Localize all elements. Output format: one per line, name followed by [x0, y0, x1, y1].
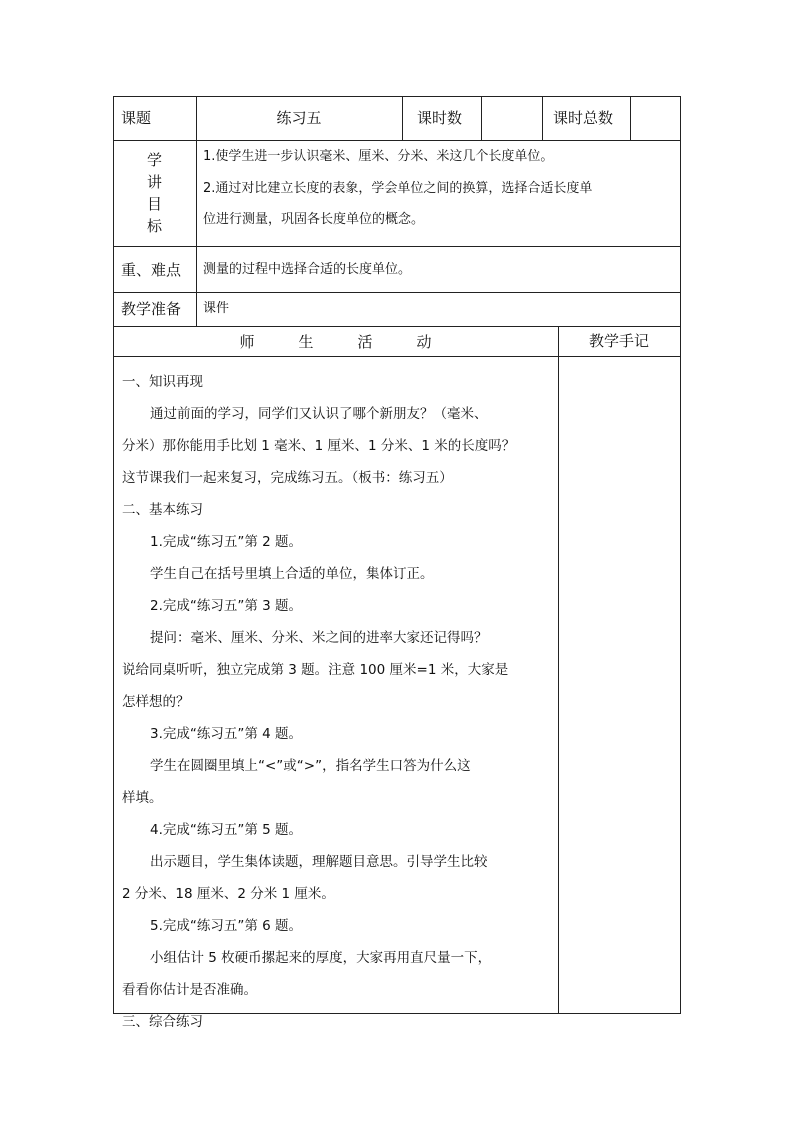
- goal-line: 位进行测量，巩固各长度单位的概念。: [203, 212, 425, 227]
- activity-content: [122, 366, 552, 1038]
- goal-line: 2.通过对比建立长度的表象，学会单位之间的换算，选择合适长度单: [203, 181, 593, 196]
- hours-label: 课时数: [417, 109, 463, 127]
- activity-line: 学生自己在括号里填上合适的单位，集体订正。: [150, 566, 434, 582]
- activity-header-char: 师: [239, 332, 255, 351]
- goals-label-char: 学: [146, 150, 162, 169]
- activity-header: [113, 326, 558, 356]
- activity-line: 怎样想的？: [122, 694, 190, 710]
- activity-line: 2 分米、18 厘米、2 分米 1 厘米。: [122, 886, 335, 902]
- activity-line: 学生在圆圈里填上“<”或“>”，指名学生口答为什么这: [150, 758, 471, 774]
- topic-label: 课题: [121, 109, 152, 127]
- activity-line: 出示题目，学生集体读题，理解题目意思。引导学生比较: [150, 854, 488, 870]
- activity-line: 分米）那你能用手比划 1 毫米、1 厘米、1 分米、1 米的长度吗？: [122, 438, 516, 454]
- activity-line: 5.完成“练习五”第 6 题。: [150, 918, 303, 934]
- topic-value: 练习五: [276, 109, 322, 127]
- difficulty-label: 重、难点: [121, 261, 182, 279]
- activity-line: 2.完成“练习五”第 3 题。: [150, 598, 303, 614]
- activity-line: 通过前面的学习，同学们又认识了哪个新朋友？（毫米、: [150, 406, 488, 422]
- activity-line: 一、知识再现: [122, 374, 203, 390]
- notes-label: 教学手记: [588, 332, 649, 350]
- activity-line: 三、综合练习: [122, 1014, 203, 1030]
- goals-label-char: 目: [146, 194, 162, 213]
- activity-line: 1.完成“练习五”第 2 题。: [150, 534, 303, 550]
- activity-header-char: 动: [416, 332, 432, 351]
- activity-line: 这节课我们一起来复习，完成练习五。（板书：练习五）: [122, 470, 453, 486]
- prep-text: 课件: [203, 301, 230, 316]
- activity-line: 样填。: [122, 790, 163, 806]
- goal-line: 1.使学生进一步认识毫米、厘米、分米、米这几个长度单位。: [203, 149, 554, 164]
- goals-label: [113, 140, 196, 245]
- activity-line: 看看你估计是否准确。: [122, 982, 257, 998]
- activity-line: 说给同桌听听，独立完成第 3 题。注意 100 厘米=1 米，大家是: [122, 662, 509, 678]
- goals-label-char: 讲: [146, 172, 162, 191]
- prep-label: 教学准备: [121, 300, 182, 318]
- activity-line: 小组估计 5 枚硬币摞起来的厚度，大家再用直尺量一下，: [150, 950, 492, 966]
- activity-line: 4.完成“练习五”第 5 题。: [150, 822, 303, 838]
- activity-line: 二、基本练习: [122, 502, 203, 518]
- total-hours-label: 课时总数: [553, 109, 614, 127]
- difficulty-text: 测量的过程中选择合适的长度单位。: [203, 262, 412, 277]
- activity-header-char: 生: [298, 332, 314, 351]
- activity-line: 提问：毫米、厘米、分米、米之间的进率大家还记得吗？: [150, 630, 488, 646]
- goals-label-char: 标: [146, 216, 162, 235]
- activity-line: 3.完成“练习五”第 4 题。: [150, 726, 303, 742]
- activity-header-char: 活: [357, 332, 373, 351]
